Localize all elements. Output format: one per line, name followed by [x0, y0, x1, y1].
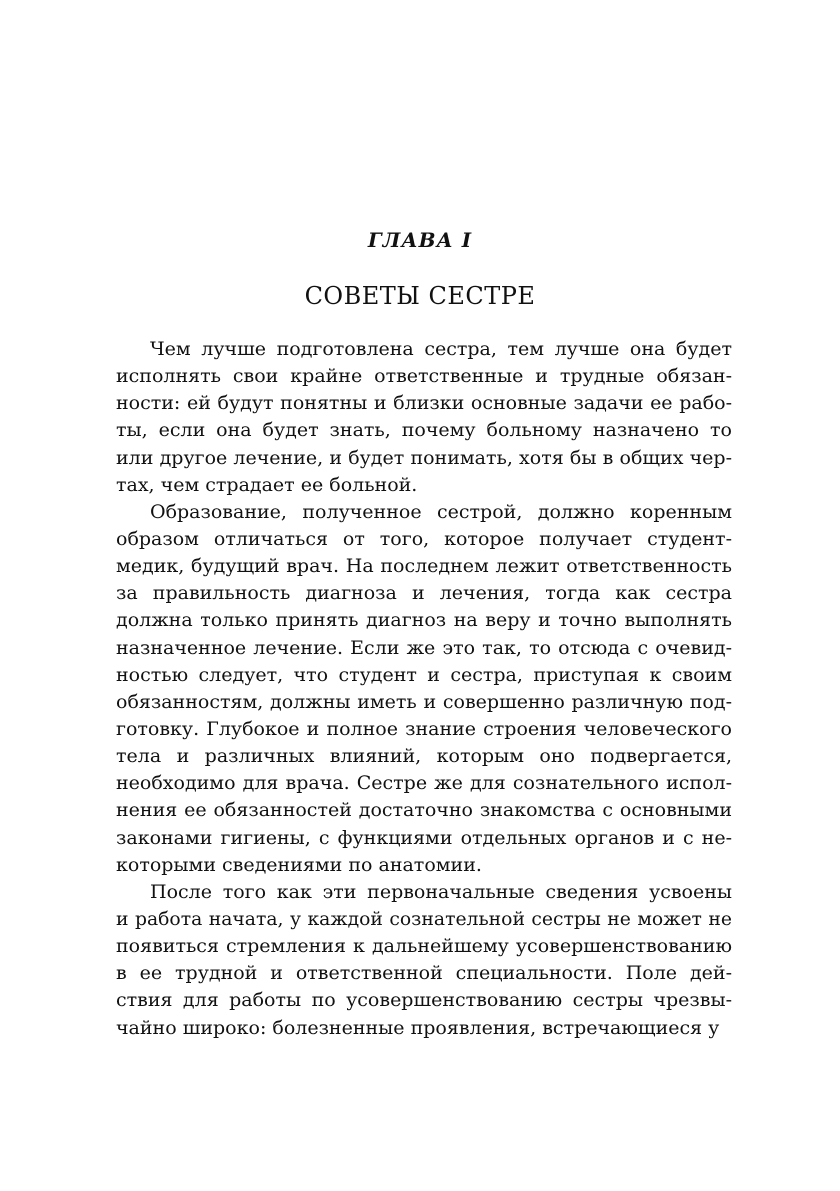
text-line: чайно широко: болезненные проявления, встречающиеся у	[116, 1016, 720, 1039]
text-line: законами гигиены, с функциями отдельных органов и с не-	[116, 826, 732, 849]
text-line: назначенное лечение. Если же это так, то отсюда с очевид-	[116, 636, 732, 659]
text-line: тела и различных влияний, которым оно подвергается,	[116, 745, 732, 768]
text-line: которыми сведениями по анатомии.	[116, 853, 482, 876]
text-line: и работа начата, у каждой сознательной сестры не может не	[116, 908, 732, 930]
paragraph	[116, 879, 732, 1042]
text-line: ты, если она будет знать, почему больному назначено то	[116, 419, 732, 442]
text-line: готовку. Глубокое и полное знание строения человеческого	[116, 717, 732, 740]
text-line: образом отличаться от того, которое получает студент-	[116, 527, 732, 550]
text-line: или другое лечение, и будет понимать, хотя бы в общих чер-	[116, 446, 732, 469]
text-line: за правильность диагноза и лечения, тогда как сестра	[116, 582, 732, 605]
chapter-label: ГЛАВА I	[367, 228, 473, 252]
paragraph	[116, 499, 732, 879]
text-line: тах, чем страдает ее больной.	[116, 473, 418, 496]
text-line: медик, будущий врач. На последнем лежит ответственность	[116, 555, 732, 578]
text-line: появиться стремления к дальнейшему усовершенствованию	[116, 935, 732, 958]
text-line: ствия для работы по усовершенствованию сестры чрезвы-	[116, 989, 732, 1012]
text-line: в ее трудной и ответственной специальности. Поле дей-	[116, 962, 732, 985]
text-line: ности: ей будут понятны и близки основные задачи ее рабо-	[116, 392, 732, 415]
text-line: должна только принять диагноз на веру и точно выполнять	[116, 609, 732, 632]
text-line: необходимо для врача. Сестре же для сознательного испол-	[116, 772, 732, 795]
text-line: исполнять свои крайне ответственные и трудные обязан-	[116, 365, 732, 388]
text-line: ностью следует, что студент и сестра, приступая к своим	[116, 663, 732, 686]
text-line: нения ее обязанностей достаточно знакомства с основными	[116, 799, 732, 822]
text-line: обязанностям, должны иметь и совершенно различную под-	[116, 690, 732, 713]
paragraph	[116, 336, 732, 499]
text-line: Образование, полученное сестрой, должно коренным	[150, 500, 732, 523]
text-line: После того как эти первоначальные сведения усвоены	[150, 880, 732, 903]
chapter-title: СОВЕТЫ СЕСТРЕ	[304, 282, 536, 310]
body-text	[116, 336, 732, 1042]
text-line: Чем лучше подготовлена сестра, тем лучше она будет	[150, 338, 732, 360]
